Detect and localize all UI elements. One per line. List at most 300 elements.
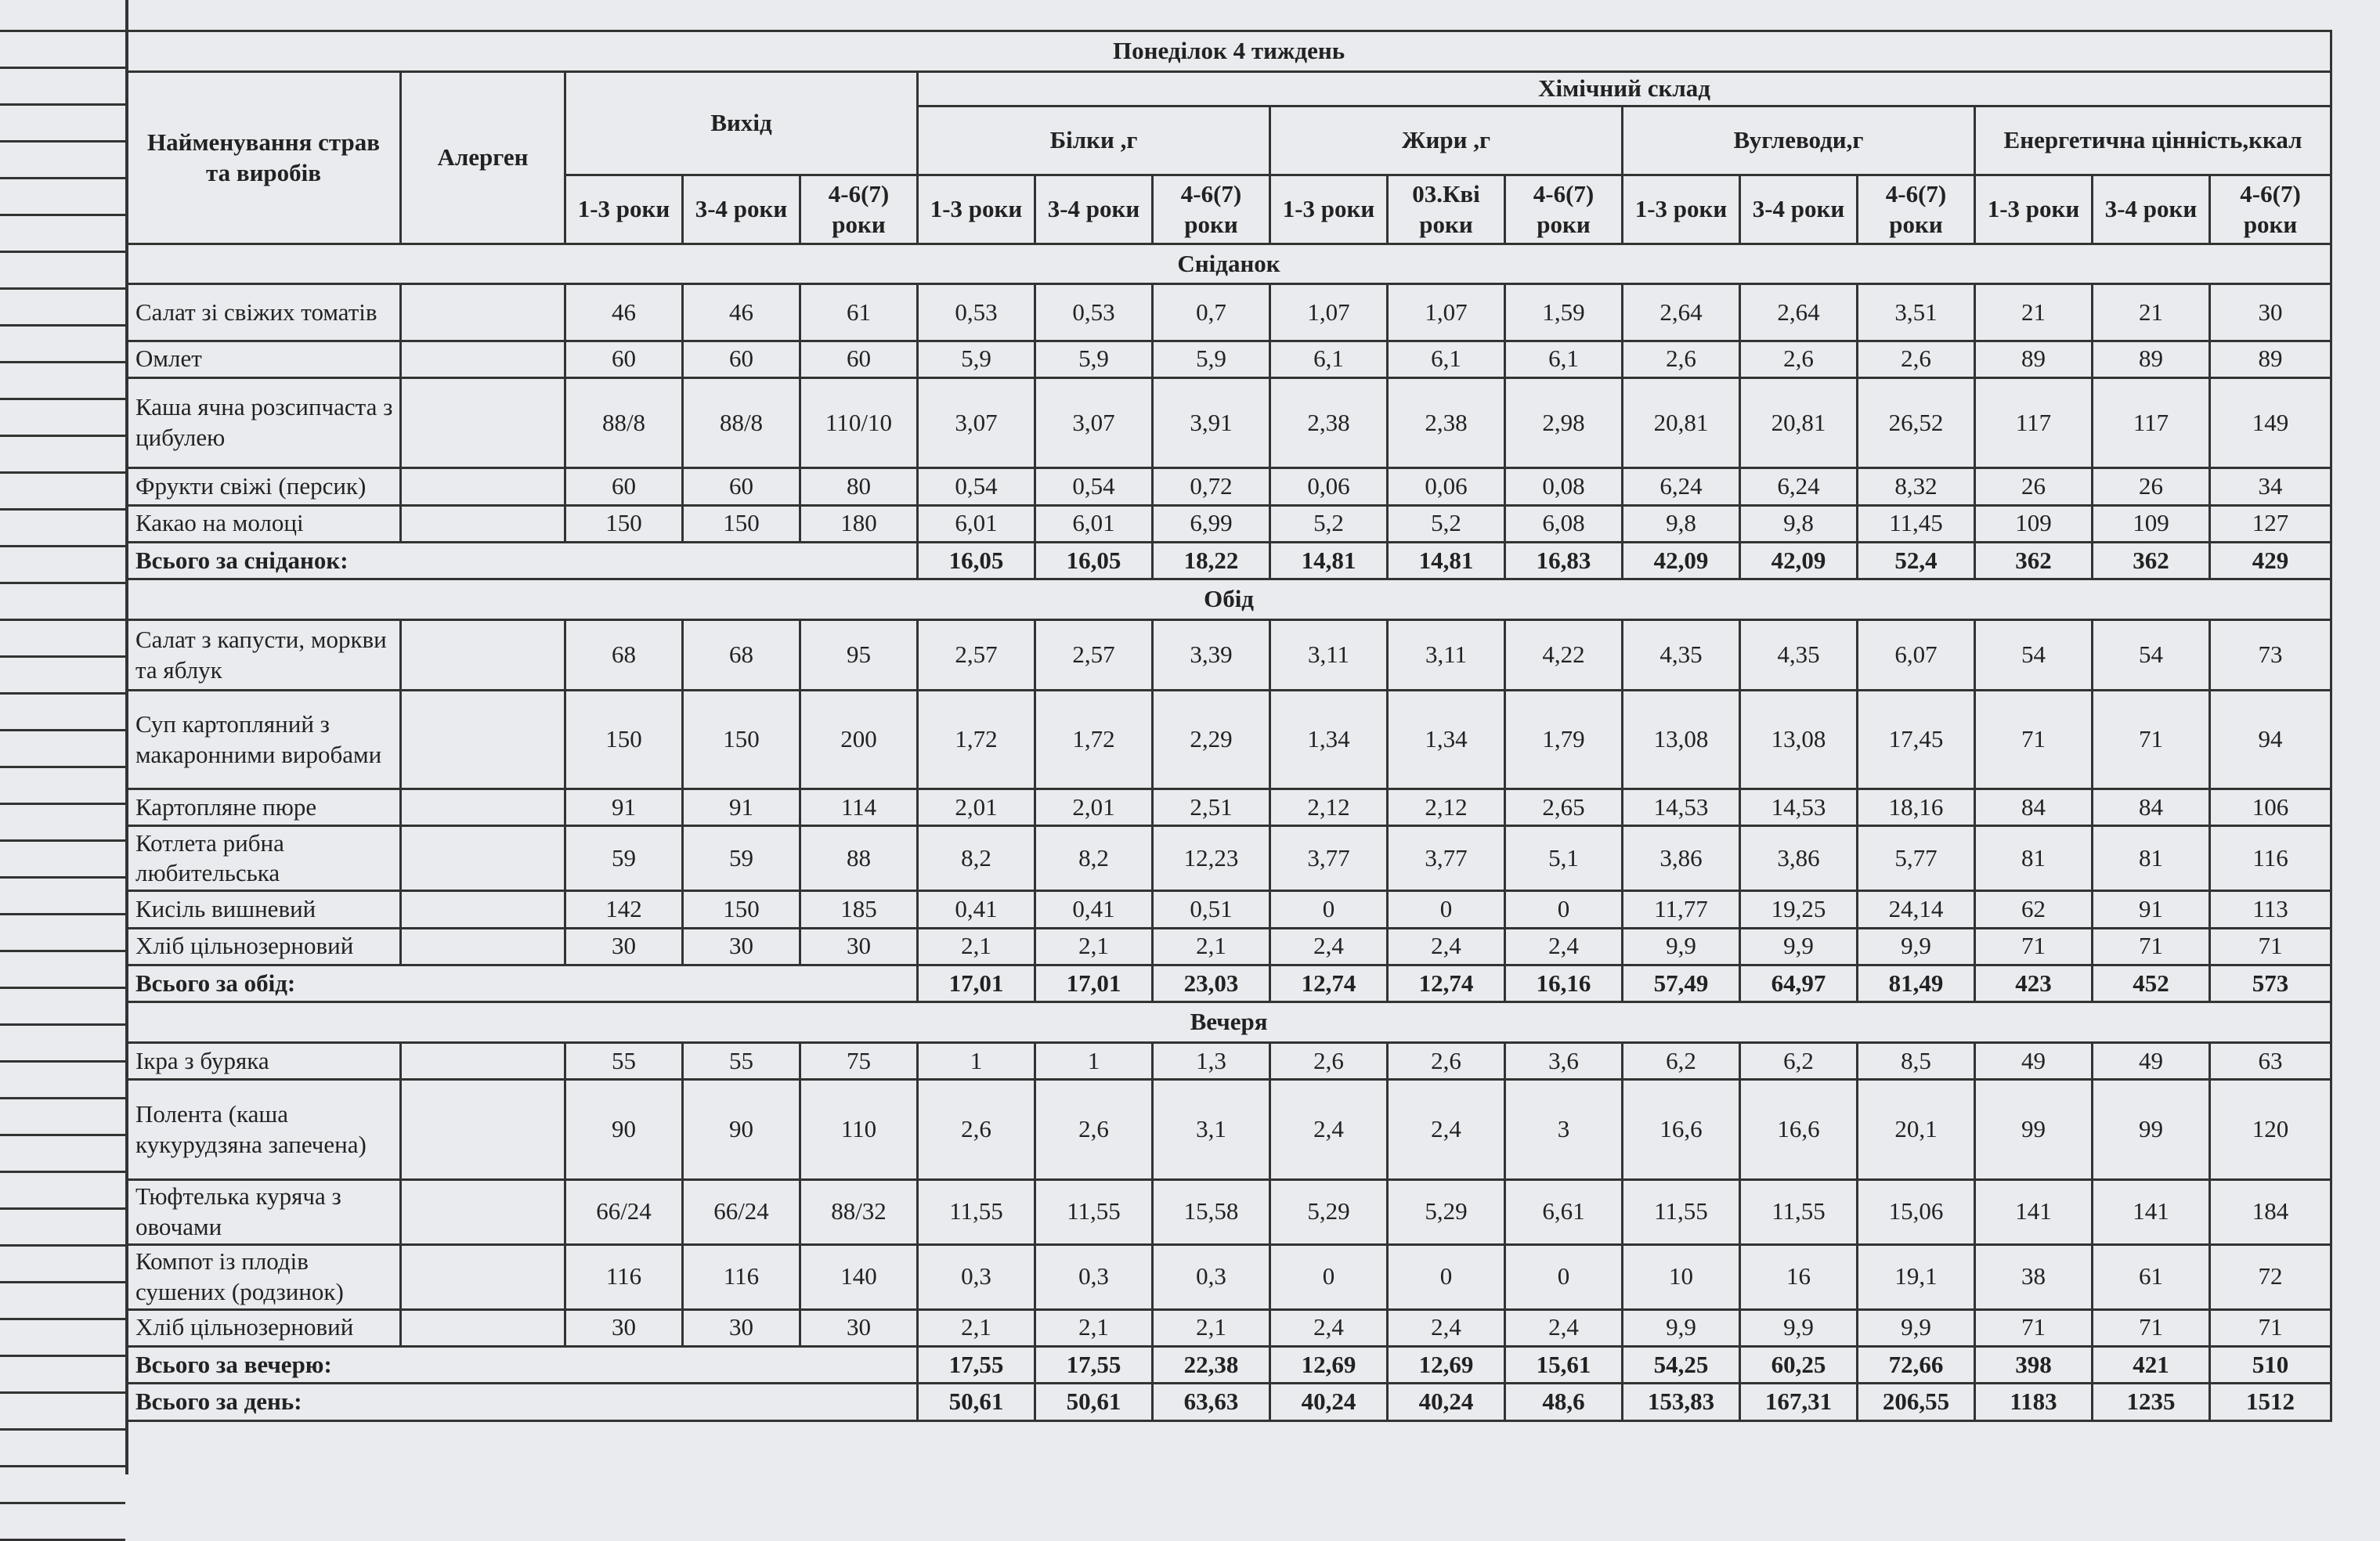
table-row (127, 789, 2331, 826)
value-cell: 71 (2210, 1309, 2331, 1346)
total-value: 42,09 (1740, 542, 1858, 579)
value-cell: 20,1 (1858, 1080, 1975, 1180)
value-cell: 9,9 (1623, 1309, 1740, 1346)
value-cell: 19,25 (1740, 891, 1858, 928)
section-title: Обід (127, 579, 2331, 619)
table-row (127, 1179, 2331, 1244)
age-header: 4-6(7) роки (2210, 175, 2331, 244)
allergen-cell (401, 1244, 565, 1309)
total-value: 23,03 (1153, 965, 1270, 1002)
value-cell: 14,53 (1740, 789, 1858, 826)
value-cell: 2,4 (1270, 1080, 1388, 1180)
value-cell: 8,5 (1858, 1042, 1975, 1079)
value-cell: 61 (800, 284, 918, 341)
value-cell: 2,4 (1270, 1309, 1388, 1346)
total-value: 17,55 (1035, 1347, 1153, 1384)
value-cell: 11,45 (1858, 505, 1975, 542)
allergen-cell (401, 1309, 565, 1346)
value-cell: 116 (683, 1244, 800, 1309)
value-cell: 30 (683, 928, 800, 965)
value-cell: 3,11 (1388, 619, 1505, 691)
value-cell: 2,1 (1035, 928, 1153, 965)
value-cell: 88/8 (565, 377, 683, 467)
value-cell: 2,38 (1270, 377, 1388, 467)
value-cell: 0,41 (918, 891, 1035, 928)
value-cell: 90 (683, 1080, 800, 1180)
page-title: Понеділок 4 тиждень (127, 31, 2331, 72)
table-row (127, 505, 2331, 542)
value-cell: 6,1 (1505, 341, 1623, 377)
value-cell: 18,16 (1858, 789, 1975, 826)
value-cell: 0,06 (1388, 468, 1505, 505)
value-cell: 59 (683, 826, 800, 891)
value-cell: 46 (565, 284, 683, 341)
allergen-cell (401, 891, 565, 928)
total-value: 452 (2093, 965, 2210, 1002)
group-header-carbs: Вуглеводи,г (1623, 106, 1975, 175)
age-header: 1-3 роки (1623, 175, 1740, 244)
day-total-value: 40,24 (1270, 1384, 1388, 1421)
value-cell: 71 (2093, 691, 2210, 789)
section-row (127, 579, 2331, 619)
value-cell: 3,07 (918, 377, 1035, 467)
value-cell: 30 (565, 1309, 683, 1346)
total-value: 423 (1975, 965, 2093, 1002)
value-cell: 2,6 (1035, 1080, 1153, 1180)
day-total-value: 40,24 (1388, 1384, 1505, 1421)
value-cell: 54 (2093, 619, 2210, 691)
col-header-output: Вихід (565, 72, 918, 175)
value-cell: 3,07 (1035, 377, 1153, 467)
total-value: 12,69 (1388, 1347, 1505, 1384)
value-cell: 120 (2210, 1080, 2331, 1180)
value-cell: 2,6 (1388, 1042, 1505, 1079)
value-cell: 117 (2093, 377, 2210, 467)
value-cell: 8,2 (1035, 826, 1153, 891)
dish-name: Тюфтелька куряча з овочами (127, 1179, 401, 1244)
value-cell: 26,52 (1858, 377, 1975, 467)
value-cell: 20,81 (1740, 377, 1858, 467)
value-cell: 30 (565, 928, 683, 965)
value-cell: 72 (2210, 1244, 2331, 1309)
value-cell: 113 (2210, 891, 2331, 928)
value-cell: 71 (2093, 928, 2210, 965)
menu-table (125, 30, 2332, 1422)
value-cell: 6,01 (918, 505, 1035, 542)
value-cell: 5,29 (1270, 1179, 1388, 1244)
day-total-row (127, 1384, 2331, 1421)
value-cell: 2,1 (1153, 1309, 1270, 1346)
total-value: 42,09 (1623, 542, 1740, 579)
allergen-cell (401, 826, 565, 891)
value-cell: 1,3 (1153, 1042, 1270, 1079)
total-row (127, 542, 2331, 579)
value-cell: 89 (2210, 341, 2331, 377)
allergen-cell (401, 505, 565, 542)
value-cell: 110 (800, 1080, 918, 1180)
value-cell: 5,1 (1505, 826, 1623, 891)
value-cell: 46 (683, 284, 800, 341)
total-value: 18,22 (1153, 542, 1270, 579)
value-cell: 3,11 (1270, 619, 1388, 691)
value-cell: 63 (2210, 1042, 2331, 1079)
value-cell: 6,2 (1623, 1042, 1740, 1079)
value-cell: 8,32 (1858, 468, 1975, 505)
group-header-energy: Енергетична цінність,ккал (1975, 106, 2331, 175)
value-cell: 99 (2093, 1080, 2210, 1180)
group-header-proteins: Білки ,г (918, 106, 1270, 175)
value-cell: 140 (800, 1244, 918, 1309)
value-cell: 141 (1975, 1179, 2093, 1244)
total-value: 12,74 (1388, 965, 1505, 1002)
section-row (127, 1002, 2331, 1042)
table-row (127, 1244, 2331, 1309)
value-cell: 0,53 (918, 284, 1035, 341)
value-cell: 5,2 (1388, 505, 1505, 542)
value-cell: 2,1 (918, 928, 1035, 965)
allergen-cell (401, 928, 565, 965)
value-cell: 141 (2093, 1179, 2210, 1244)
age-header: 1-3 роки (1975, 175, 2093, 244)
value-cell: 0 (1505, 1244, 1623, 1309)
total-value: 15,61 (1505, 1347, 1623, 1384)
age-header: 1-3 роки (918, 175, 1035, 244)
value-cell: 66/24 (683, 1179, 800, 1244)
dish-name: Хліб цільнозерновий (127, 1309, 401, 1346)
value-cell: 11,55 (1740, 1179, 1858, 1244)
value-cell: 71 (1975, 1309, 2093, 1346)
day-total-value: 1235 (2093, 1384, 2210, 1421)
value-cell: 10 (1623, 1244, 1740, 1309)
value-cell: 80 (800, 468, 918, 505)
value-cell: 71 (1975, 691, 2093, 789)
value-cell: 0 (1505, 891, 1623, 928)
table-row (127, 1080, 2331, 1180)
dish-name: Хліб цільнозерновий (127, 928, 401, 965)
dish-name: Котлета рибна любительська (127, 826, 401, 891)
value-cell: 2,6 (1740, 341, 1858, 377)
value-cell: 95 (800, 619, 918, 691)
age-header: 1-3 роки (565, 175, 683, 244)
value-cell: 2,6 (1623, 341, 1740, 377)
value-cell: 68 (565, 619, 683, 691)
table-row (127, 284, 2331, 341)
value-cell: 0,54 (918, 468, 1035, 505)
value-cell: 16 (1740, 1244, 1858, 1309)
value-cell: 5,29 (1388, 1179, 1505, 1244)
value-cell: 5,9 (1035, 341, 1153, 377)
value-cell: 5,9 (918, 341, 1035, 377)
dish-name: Салат зі свіжих томатів (127, 284, 401, 341)
day-total-value: 206,55 (1858, 1384, 1975, 1421)
value-cell: 60 (683, 341, 800, 377)
allergen-cell (401, 789, 565, 826)
value-cell: 11,77 (1623, 891, 1740, 928)
value-cell: 6,01 (1035, 505, 1153, 542)
value-cell: 21 (2093, 284, 2210, 341)
value-cell: 11,55 (918, 1179, 1035, 1244)
value-cell: 91 (2093, 891, 2210, 928)
value-cell: 184 (2210, 1179, 2331, 1244)
value-cell: 3,86 (1623, 826, 1740, 891)
value-cell: 6,07 (1858, 619, 1975, 691)
value-cell: 1,59 (1505, 284, 1623, 341)
value-cell: 8,2 (918, 826, 1035, 891)
dish-name: Компот із плодів сушених (родзинок) (127, 1244, 401, 1309)
value-cell: 91 (683, 789, 800, 826)
total-value: 16,05 (1035, 542, 1153, 579)
total-value: 14,81 (1270, 542, 1388, 579)
col-header-chem: Хімічний склад (918, 72, 2331, 106)
allergen-cell (401, 377, 565, 467)
value-cell: 1,07 (1388, 284, 1505, 341)
total-value: 17,01 (1035, 965, 1153, 1002)
table-row (127, 1309, 2331, 1346)
value-cell: 109 (1975, 505, 2093, 542)
table-row (127, 468, 2331, 505)
day-total-value: 153,83 (1623, 1384, 1740, 1421)
value-cell: 62 (1975, 891, 2093, 928)
value-cell: 2,65 (1505, 789, 1623, 826)
value-cell: 2,64 (1740, 284, 1858, 341)
value-cell: 26 (2093, 468, 2210, 505)
value-cell: 49 (1975, 1042, 2093, 1079)
value-cell: 1 (1035, 1042, 1153, 1079)
section-row (127, 244, 2331, 284)
total-value: 17,01 (918, 965, 1035, 1002)
value-cell: 1,72 (918, 691, 1035, 789)
value-cell: 61 (2093, 1244, 2210, 1309)
value-cell: 9,9 (1858, 1309, 1975, 1346)
value-cell: 5,9 (1153, 341, 1270, 377)
value-cell: 21 (1975, 284, 2093, 341)
value-cell: 110/10 (800, 377, 918, 467)
value-cell: 2,4 (1388, 1080, 1505, 1180)
section-title: Вечеря (127, 1002, 2331, 1042)
value-cell: 2,64 (1623, 284, 1740, 341)
value-cell: 0,53 (1035, 284, 1153, 341)
day-total-label: Всього за день: (127, 1384, 918, 1421)
value-cell: 0,54 (1035, 468, 1153, 505)
value-cell: 3,39 (1153, 619, 1270, 691)
allergen-cell (401, 341, 565, 377)
value-cell: 2,57 (1035, 619, 1153, 691)
value-cell: 15,58 (1153, 1179, 1270, 1244)
total-value: 57,49 (1623, 965, 1740, 1002)
value-cell: 54 (1975, 619, 2093, 691)
day-total-value: 1512 (2210, 1384, 2331, 1421)
age-header: 1-3 роки (1270, 175, 1388, 244)
value-cell: 0,3 (918, 1244, 1035, 1309)
value-cell: 2,6 (1858, 341, 1975, 377)
value-cell: 4,35 (1623, 619, 1740, 691)
value-cell: 16,6 (1623, 1080, 1740, 1180)
value-cell: 0,08 (1505, 468, 1623, 505)
value-cell: 84 (1975, 789, 2093, 826)
value-cell: 127 (2210, 505, 2331, 542)
value-cell: 2,51 (1153, 789, 1270, 826)
total-value: 64,97 (1740, 965, 1858, 1002)
value-cell: 3,77 (1388, 826, 1505, 891)
value-cell: 1,79 (1505, 691, 1623, 789)
value-cell: 2,38 (1388, 377, 1505, 467)
value-cell: 4,22 (1505, 619, 1623, 691)
value-cell: 71 (2093, 1309, 2210, 1346)
value-cell: 114 (800, 789, 918, 826)
col-header-name: Найменування страв та виробів (127, 72, 401, 244)
total-label: Всього за обід: (127, 965, 918, 1002)
value-cell: 99 (1975, 1080, 2093, 1180)
value-cell: 71 (1975, 928, 2093, 965)
value-cell: 0 (1388, 891, 1505, 928)
value-cell: 6,24 (1623, 468, 1740, 505)
value-cell: 116 (2210, 826, 2331, 891)
value-cell: 55 (565, 1042, 683, 1079)
dish-name: Какао на молоці (127, 505, 401, 542)
value-cell: 6,61 (1505, 1179, 1623, 1244)
value-cell: 59 (565, 826, 683, 891)
age-header: 3-4 роки (683, 175, 800, 244)
value-cell: 0 (1388, 1244, 1505, 1309)
value-cell: 68 (683, 619, 800, 691)
value-cell: 180 (800, 505, 918, 542)
value-cell: 149 (2210, 377, 2331, 467)
day-total-value: 63,63 (1153, 1384, 1270, 1421)
total-row (127, 965, 2331, 1002)
total-value: 16,05 (918, 542, 1035, 579)
value-cell: 24,14 (1858, 891, 1975, 928)
total-value: 510 (2210, 1347, 2331, 1384)
total-value: 16,16 (1505, 965, 1623, 1002)
value-cell: 142 (565, 891, 683, 928)
age-header: 4-6(7) роки (800, 175, 918, 244)
value-cell: 150 (683, 505, 800, 542)
value-cell: 60 (800, 341, 918, 377)
value-cell: 9,9 (1740, 928, 1858, 965)
table-row (127, 891, 2331, 928)
value-cell: 11,55 (1035, 1179, 1153, 1244)
value-cell: 15,06 (1858, 1179, 1975, 1244)
value-cell: 84 (2093, 789, 2210, 826)
value-cell: 12,23 (1153, 826, 1270, 891)
allergen-cell (401, 1080, 565, 1180)
value-cell: 17,45 (1858, 691, 1975, 789)
value-cell: 150 (565, 691, 683, 789)
value-cell: 1,72 (1035, 691, 1153, 789)
table-header (127, 31, 2331, 244)
day-total-value: 50,61 (1035, 1384, 1153, 1421)
allergen-cell (401, 468, 565, 505)
total-label: Всього за вечерю: (127, 1347, 918, 1384)
total-value: 16,83 (1505, 542, 1623, 579)
value-cell: 14,53 (1623, 789, 1740, 826)
value-cell: 2,6 (918, 1080, 1035, 1180)
value-cell: 2,4 (1388, 1309, 1505, 1346)
allergen-cell (401, 284, 565, 341)
value-cell: 9,8 (1740, 505, 1858, 542)
dish-name: Суп картопляний з макаронними виробами (127, 691, 401, 789)
allergen-cell (401, 691, 565, 789)
value-cell: 0,3 (1153, 1244, 1270, 1309)
value-cell: 185 (800, 891, 918, 928)
value-cell: 0,51 (1153, 891, 1270, 928)
value-cell: 0,3 (1035, 1244, 1153, 1309)
value-cell: 9,9 (1858, 928, 1975, 965)
total-value: 22,38 (1153, 1347, 1270, 1384)
col-header-allergen: Алерген (401, 72, 565, 244)
value-cell: 6,08 (1505, 505, 1623, 542)
value-cell: 106 (2210, 789, 2331, 826)
day-total-value: 1183 (1975, 1384, 2093, 1421)
value-cell: 2,12 (1388, 789, 1505, 826)
value-cell: 3,77 (1270, 826, 1388, 891)
value-cell: 116 (565, 1244, 683, 1309)
value-cell: 90 (565, 1080, 683, 1180)
age-header: 4-6(7) роки (1153, 175, 1270, 244)
value-cell: 55 (683, 1042, 800, 1079)
group-header-fats: Жири ,г (1270, 106, 1623, 175)
value-cell: 66/24 (565, 1179, 683, 1244)
value-cell: 150 (565, 505, 683, 542)
left-margin-strip (0, 0, 128, 1474)
value-cell: 5,77 (1858, 826, 1975, 891)
value-cell: 16,6 (1740, 1080, 1858, 1180)
dish-name: Фрукти свіжі (персик) (127, 468, 401, 505)
value-cell: 2,4 (1505, 928, 1623, 965)
value-cell: 6,2 (1740, 1042, 1858, 1079)
total-value: 362 (1975, 542, 2093, 579)
value-cell: 81 (2093, 826, 2210, 891)
value-cell: 73 (2210, 619, 2331, 691)
value-cell: 30 (2210, 284, 2331, 341)
day-total-value: 167,31 (1740, 1384, 1858, 1421)
value-cell: 9,9 (1623, 928, 1740, 965)
value-cell: 30 (800, 1309, 918, 1346)
value-cell: 2,1 (1035, 1309, 1153, 1346)
value-cell: 9,8 (1623, 505, 1740, 542)
value-cell: 49 (2093, 1042, 2210, 1079)
value-cell: 6,1 (1388, 341, 1505, 377)
total-value: 429 (2210, 542, 2331, 579)
value-cell: 3,51 (1858, 284, 1975, 341)
total-row (127, 1347, 2331, 1384)
value-cell: 150 (683, 891, 800, 928)
total-value: 573 (2210, 965, 2331, 1002)
value-cell: 88/8 (683, 377, 800, 467)
value-cell: 1,34 (1388, 691, 1505, 789)
age-header: 3-4 роки (2093, 175, 2210, 244)
age-header: 4-6(7) роки (1505, 175, 1623, 244)
value-cell: 3,91 (1153, 377, 1270, 467)
total-value: 398 (1975, 1347, 2093, 1384)
value-cell: 2,1 (1153, 928, 1270, 965)
value-cell: 117 (1975, 377, 2093, 467)
value-cell: 3 (1505, 1080, 1623, 1180)
value-cell: 2,6 (1270, 1042, 1388, 1079)
day-total-value: 48,6 (1505, 1384, 1623, 1421)
value-cell: 71 (2210, 928, 2331, 965)
value-cell: 109 (2093, 505, 2210, 542)
value-cell: 3,1 (1153, 1080, 1270, 1180)
table-row (127, 341, 2331, 377)
value-cell: 2,01 (918, 789, 1035, 826)
value-cell: 2,98 (1505, 377, 1623, 467)
value-cell: 0,7 (1153, 284, 1270, 341)
dish-name: Картопляне пюре (127, 789, 401, 826)
total-value: 362 (2093, 542, 2210, 579)
table-body (127, 244, 2331, 1421)
value-cell: 60 (683, 468, 800, 505)
